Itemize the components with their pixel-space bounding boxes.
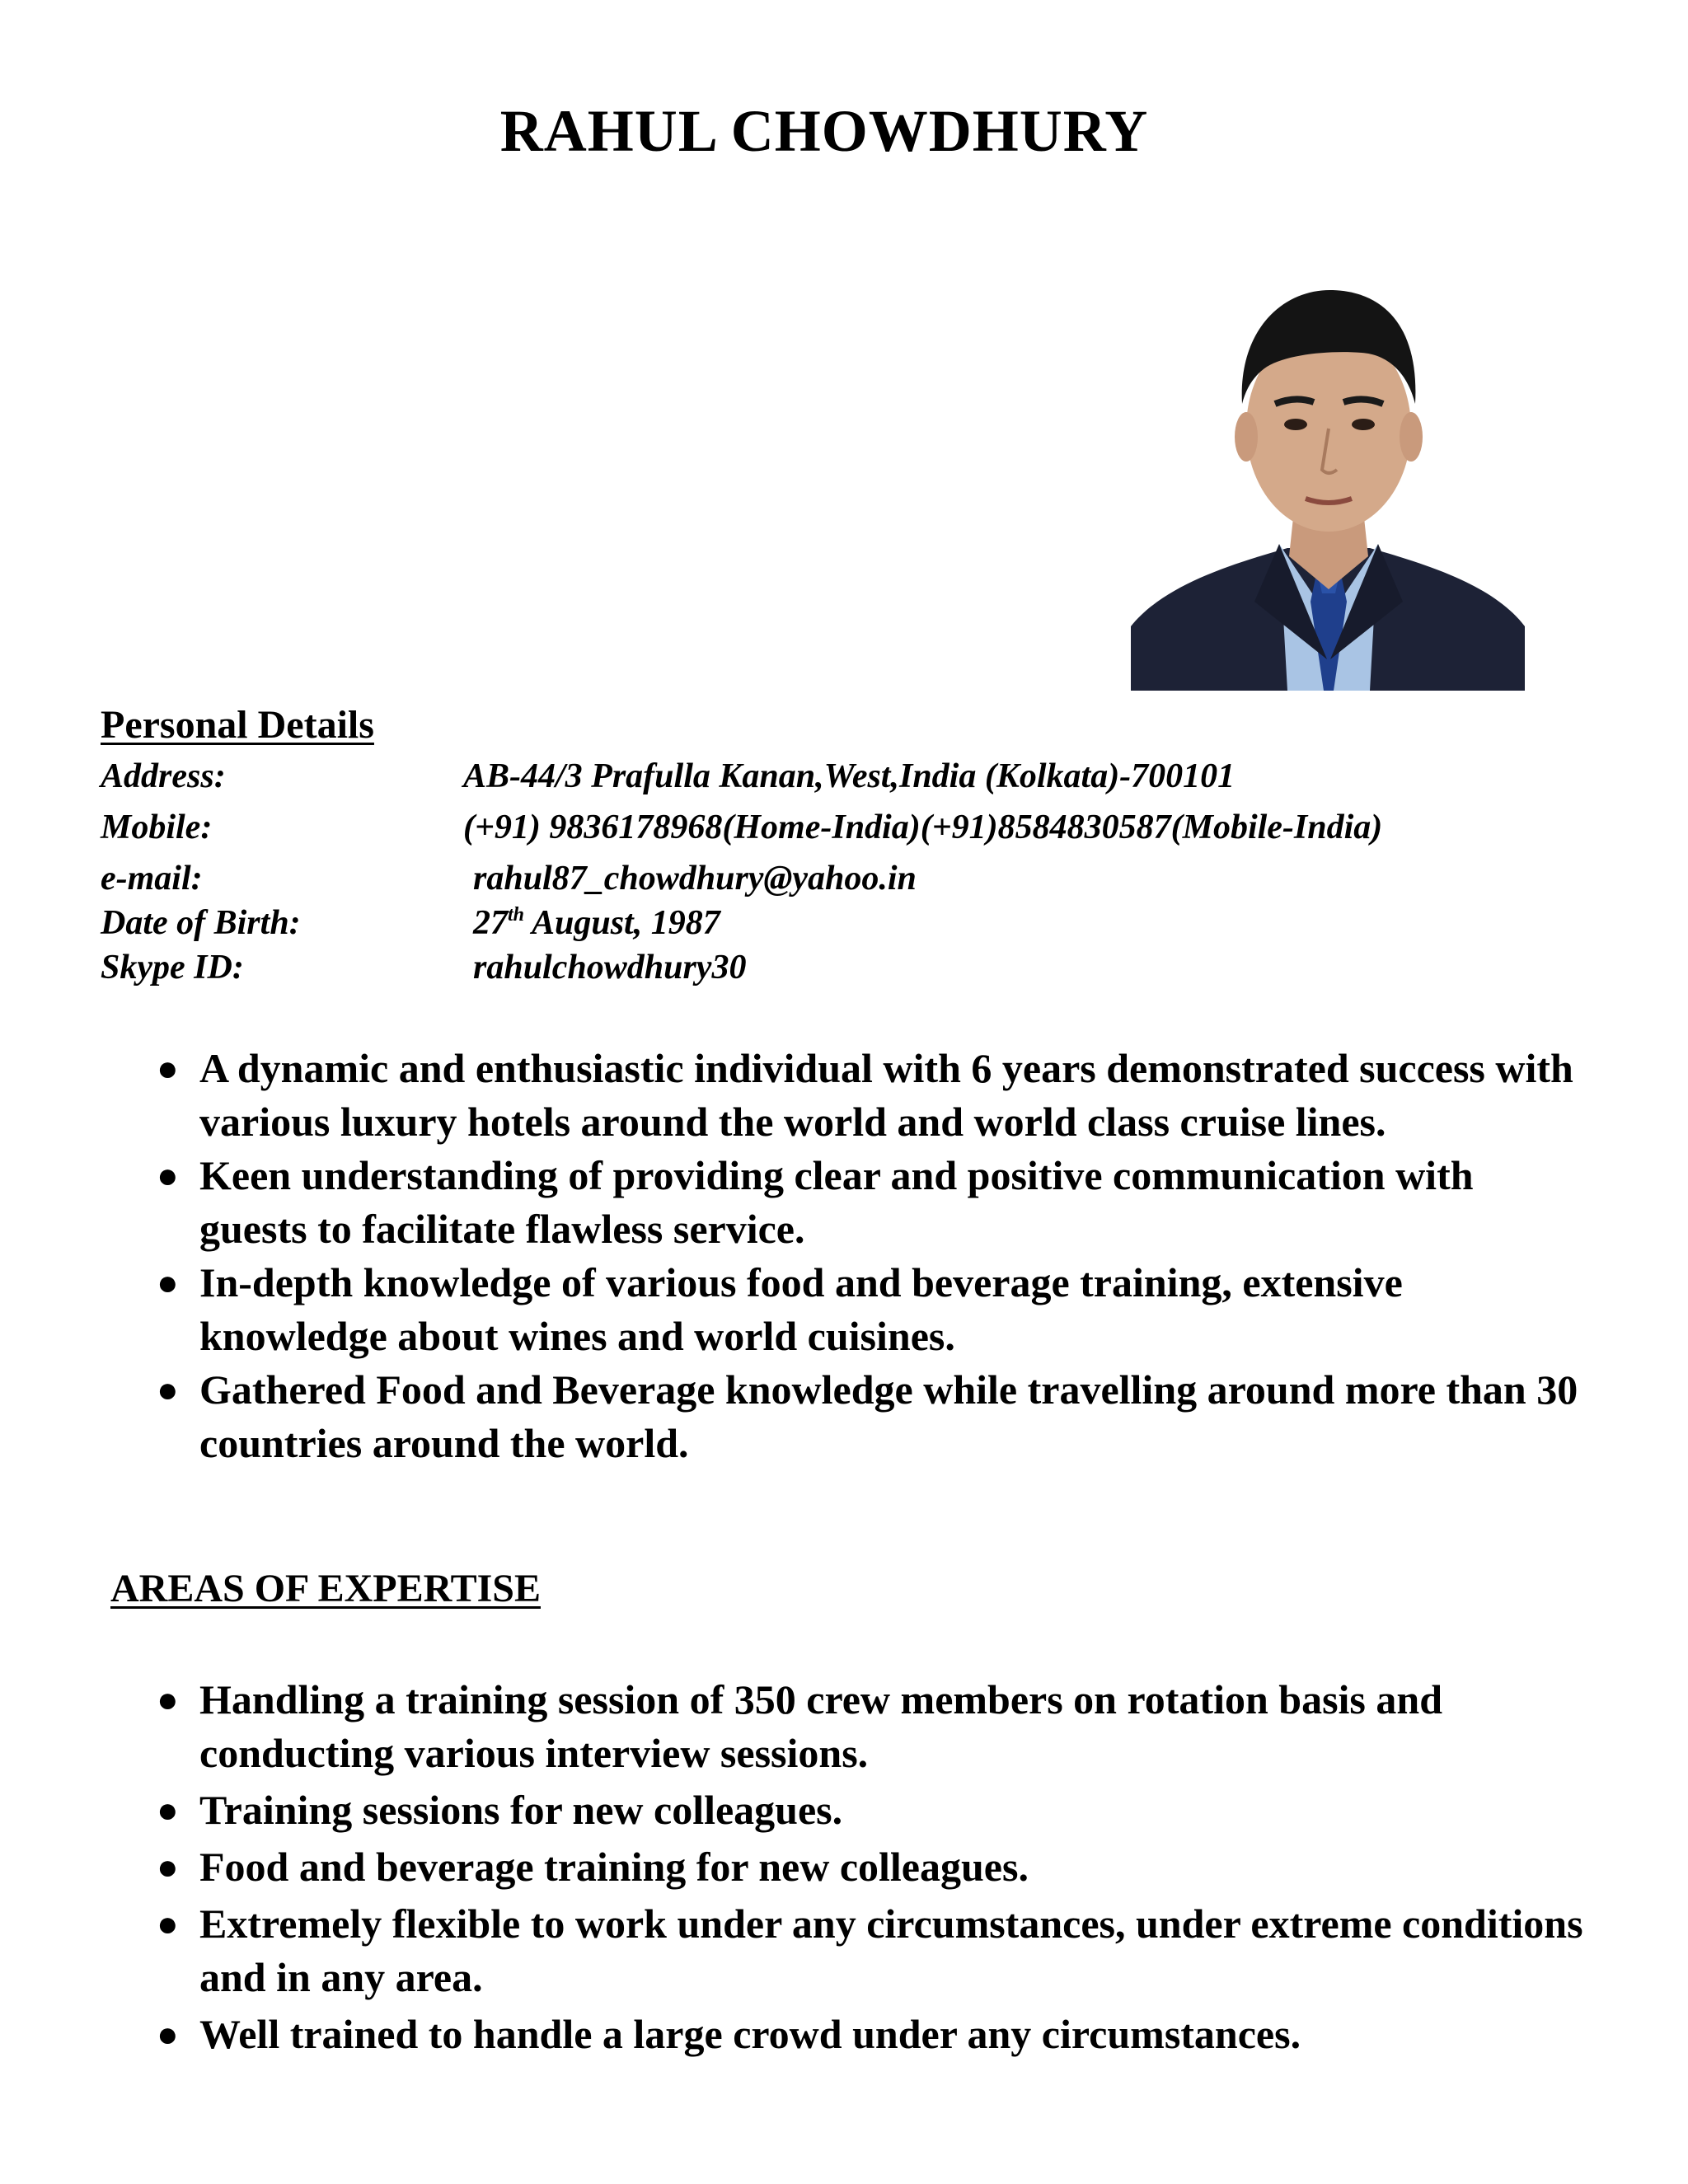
list-item (150, 1042, 1584, 1149)
summary-text: Gathered Food and Beverage knowledge while travelling around more than 30 countries around the world. (199, 1366, 1578, 1466)
summary-text: A dynamic and enthusiastic individual with 6 years demonstrated success with various luxury hotels around the world and world class cruise lines. (199, 1045, 1573, 1145)
expertise-text: Training sessions for new colleagues. (199, 1787, 843, 1833)
expertise-list (150, 1673, 1584, 2064)
bullet-icon: ● (157, 1790, 179, 1830)
dob-day: 27 (473, 904, 508, 942)
list-item (150, 1897, 1584, 2004)
dob-suffix: th (508, 904, 525, 926)
mobile-label: Mobile: (101, 808, 213, 846)
portrait-illustration (1131, 272, 1525, 691)
bullet-icon: ● (157, 1370, 179, 1410)
expertise-heading: AREAS OF EXPERTISE (110, 1567, 541, 1610)
dob-month-year: August, 1987 (524, 904, 720, 942)
mobile-value: (+91) 9836178968(Home-India)(+91)8584830587(Mobile-India) (463, 808, 1383, 846)
bullet-icon: ● (157, 2014, 179, 2055)
summary-text: In-depth knowledge of various food and beverage training, extensive knowledge about wines and world cuisines. (199, 1259, 1403, 1359)
candidate-name: RAHUL CHOWDHURY (499, 98, 1149, 164)
bullet-icon: ● (157, 1847, 179, 1887)
personal-details-heading: Personal Details (101, 703, 374, 747)
expertise-text: Well trained to handle a large crowd under any circumstances. (199, 2011, 1301, 2057)
email-label: e-mail: (101, 860, 203, 898)
list-item (150, 1840, 1584, 1894)
address-label: Address: (101, 757, 226, 795)
skype-value: rahulchowdhury30 (473, 949, 747, 987)
list-item (150, 1149, 1584, 1256)
expertise-text: Handling a training session of 350 crew members on rotation basis and conducting various interview sessions. (199, 1676, 1443, 1776)
summary-list (150, 1042, 1584, 1470)
bullet-icon: ● (157, 1904, 179, 1944)
list-item (150, 1783, 1584, 1837)
summary-text: Keen understanding of providing clear and positive communication with guests to facilitate flawless service. (199, 1152, 1474, 1252)
bullet-icon: ● (157, 1048, 179, 1089)
list-item (150, 1673, 1584, 1780)
bullet-icon: ● (157, 1680, 179, 1720)
bullet-icon: ● (157, 1155, 179, 1196)
skype-label: Skype ID: (101, 949, 244, 987)
expertise-text: Food and beverage training for new colleagues. (199, 1844, 1029, 1890)
address-value: AB-44/3 Prafulla Kanan,West,India (Kolkata)-700101 (463, 757, 1236, 795)
profile-photo (1131, 272, 1525, 691)
expertise-text: Extremely flexible to work under any circumstances, under extreme conditions and in any area. (199, 1900, 1583, 2000)
list-item (150, 1256, 1584, 1363)
bullet-icon: ● (157, 1263, 179, 1303)
dob-label: Date of Birth: (101, 904, 301, 942)
dob-value (473, 903, 720, 943)
email-value[interactable]: rahul87_chowdhury@yahoo.in (473, 860, 917, 898)
list-item (150, 1363, 1584, 1470)
list-item (150, 2008, 1584, 2061)
